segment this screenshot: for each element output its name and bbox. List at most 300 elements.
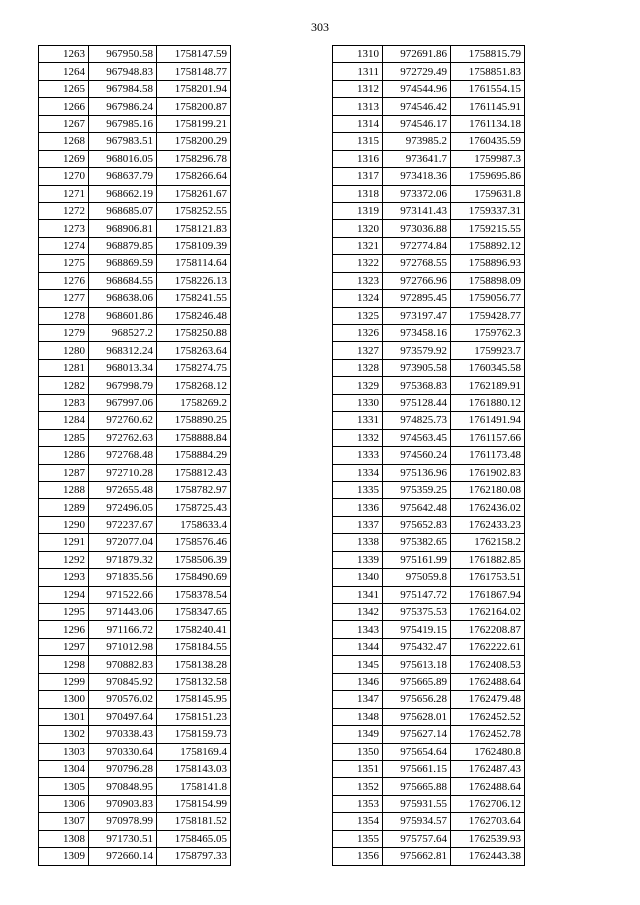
point-number-cell: 1347 xyxy=(333,691,383,708)
table-row xyxy=(39,778,231,795)
table-row xyxy=(39,499,231,516)
table-row xyxy=(39,202,231,219)
y-coordinate-cell: 1758159.73 xyxy=(157,726,231,743)
x-coordinate-cell: 970882.83 xyxy=(89,656,157,673)
y-coordinate-cell: 1758725.43 xyxy=(157,499,231,516)
y-coordinate-cell: 1761491.94 xyxy=(451,412,525,429)
x-coordinate-cell: 974546.17 xyxy=(383,115,451,132)
x-coordinate-cell: 975368.83 xyxy=(383,377,451,394)
x-coordinate-cell: 970845.92 xyxy=(89,673,157,690)
x-coordinate-cell: 975627.14 xyxy=(383,726,451,743)
point-number-cell: 1309 xyxy=(39,848,89,865)
table-row xyxy=(39,290,231,307)
x-coordinate-cell: 975161.99 xyxy=(383,551,451,568)
point-number-cell: 1321 xyxy=(333,237,383,254)
y-coordinate-cell: 1761157.66 xyxy=(451,429,525,446)
x-coordinate-cell: 975652.83 xyxy=(383,516,451,533)
x-coordinate-cell: 967998.79 xyxy=(89,377,157,394)
table-row xyxy=(39,551,231,568)
table-row xyxy=(39,708,231,725)
point-number-cell: 1302 xyxy=(39,726,89,743)
table-row xyxy=(39,638,231,655)
x-coordinate-cell: 967985.16 xyxy=(89,115,157,132)
y-coordinate-cell: 1758815.79 xyxy=(451,46,525,63)
x-coordinate-cell: 972768.48 xyxy=(89,447,157,464)
point-number-cell: 1301 xyxy=(39,708,89,725)
y-coordinate-cell: 1758148.77 xyxy=(157,63,231,80)
y-coordinate-cell: 1759056.77 xyxy=(451,290,525,307)
x-coordinate-cell: 970848.95 xyxy=(89,778,157,795)
y-coordinate-cell: 1758633.4 xyxy=(157,516,231,533)
point-number-cell: 1311 xyxy=(333,63,383,80)
point-number-cell: 1342 xyxy=(333,604,383,621)
table-row xyxy=(333,272,525,289)
table-row xyxy=(333,830,525,847)
y-coordinate-cell: 1762488.64 xyxy=(451,673,525,690)
y-coordinate-cell: 1758226.13 xyxy=(157,272,231,289)
x-coordinate-cell: 974560.24 xyxy=(383,447,451,464)
table-row xyxy=(39,516,231,533)
x-coordinate-cell: 975432.47 xyxy=(383,638,451,655)
y-coordinate-cell: 1762208.87 xyxy=(451,621,525,638)
x-coordinate-cell: 967984.58 xyxy=(89,80,157,97)
y-coordinate-cell: 1758200.29 xyxy=(157,133,231,150)
point-number-cell: 1315 xyxy=(333,133,383,150)
table-row xyxy=(333,516,525,533)
y-coordinate-cell: 1762189.91 xyxy=(451,377,525,394)
table-row xyxy=(333,499,525,516)
y-coordinate-cell: 1758147.59 xyxy=(157,46,231,63)
x-coordinate-cell: 971166.72 xyxy=(89,621,157,638)
x-coordinate-cell: 975662.81 xyxy=(383,848,451,865)
table-row xyxy=(39,604,231,621)
x-coordinate-cell: 970576.02 xyxy=(89,691,157,708)
y-coordinate-cell: 1762436.02 xyxy=(451,499,525,516)
point-number-cell: 1353 xyxy=(333,795,383,812)
point-number-cell: 1296 xyxy=(39,621,89,638)
y-coordinate-cell: 1759337.31 xyxy=(451,202,525,219)
table-row xyxy=(333,726,525,743)
point-number-cell: 1328 xyxy=(333,359,383,376)
y-coordinate-cell: 1761867.94 xyxy=(451,586,525,603)
table-row xyxy=(333,534,525,551)
y-coordinate-cell: 1759428.77 xyxy=(451,307,525,324)
table-row xyxy=(333,481,525,498)
x-coordinate-cell: 968879.85 xyxy=(89,237,157,254)
x-coordinate-cell: 971443.06 xyxy=(89,604,157,621)
table-row xyxy=(333,237,525,254)
table-row xyxy=(333,795,525,812)
point-number-cell: 1337 xyxy=(333,516,383,533)
table-row xyxy=(333,447,525,464)
point-number-cell: 1286 xyxy=(39,447,89,464)
y-coordinate-cell: 1760345.58 xyxy=(451,359,525,376)
y-coordinate-cell: 1762222.61 xyxy=(451,638,525,655)
y-coordinate-cell: 1758132.58 xyxy=(157,673,231,690)
y-coordinate-cell: 1758782.97 xyxy=(157,481,231,498)
y-coordinate-cell: 1758121.83 xyxy=(157,220,231,237)
x-coordinate-cell: 967983.51 xyxy=(89,133,157,150)
x-coordinate-cell: 967950.58 xyxy=(89,46,157,63)
table-row xyxy=(39,813,231,830)
table-row xyxy=(333,377,525,394)
table-row xyxy=(39,272,231,289)
y-coordinate-cell: 1758201.94 xyxy=(157,80,231,97)
x-coordinate-cell: 974544.96 xyxy=(383,80,451,97)
point-number-cell: 1326 xyxy=(333,325,383,342)
coordinates-table-right xyxy=(332,45,525,866)
y-coordinate-cell: 1759762.3 xyxy=(451,325,525,342)
point-number-cell: 1290 xyxy=(39,516,89,533)
x-coordinate-cell: 973141.43 xyxy=(383,202,451,219)
table-row xyxy=(39,115,231,132)
y-coordinate-cell: 1762452.78 xyxy=(451,726,525,743)
y-coordinate-cell: 1759631.8 xyxy=(451,185,525,202)
x-coordinate-cell: 967986.24 xyxy=(89,98,157,115)
point-number-cell: 1265 xyxy=(39,80,89,97)
table-row xyxy=(39,307,231,324)
point-number-cell: 1343 xyxy=(333,621,383,638)
point-number-cell: 1271 xyxy=(39,185,89,202)
y-coordinate-cell: 1758797.33 xyxy=(157,848,231,865)
table-row xyxy=(39,325,231,342)
table-row xyxy=(333,255,525,272)
table-row xyxy=(39,46,231,63)
table-row xyxy=(39,464,231,481)
x-coordinate-cell: 967948.83 xyxy=(89,63,157,80)
table-row xyxy=(39,481,231,498)
table-row xyxy=(333,98,525,115)
point-number-cell: 1327 xyxy=(333,342,383,359)
y-coordinate-cell: 1762539.93 xyxy=(451,830,525,847)
x-coordinate-cell: 968684.55 xyxy=(89,272,157,289)
point-number-cell: 1285 xyxy=(39,429,89,446)
point-number-cell: 1325 xyxy=(333,307,383,324)
point-number-cell: 1263 xyxy=(39,46,89,63)
point-number-cell: 1341 xyxy=(333,586,383,603)
y-coordinate-cell: 1758143.03 xyxy=(157,760,231,777)
x-coordinate-cell: 968637.79 xyxy=(89,168,157,185)
y-coordinate-cell: 1761753.51 xyxy=(451,569,525,586)
y-coordinate-cell: 1758296.78 xyxy=(157,150,231,167)
point-number-cell: 1310 xyxy=(333,46,383,63)
table-row xyxy=(39,429,231,446)
table-body-right xyxy=(333,46,525,866)
x-coordinate-cell: 975147.72 xyxy=(383,586,451,603)
table-row xyxy=(39,168,231,185)
x-coordinate-cell: 974563.45 xyxy=(383,429,451,446)
x-coordinate-cell: 975665.89 xyxy=(383,673,451,690)
y-coordinate-cell: 1758884.29 xyxy=(157,447,231,464)
point-number-cell: 1281 xyxy=(39,359,89,376)
y-coordinate-cell: 1759215.55 xyxy=(451,220,525,237)
point-number-cell: 1344 xyxy=(333,638,383,655)
point-number-cell: 1351 xyxy=(333,760,383,777)
table-row xyxy=(39,586,231,603)
point-number-cell: 1354 xyxy=(333,813,383,830)
x-coordinate-cell: 975136.96 xyxy=(383,464,451,481)
point-number-cell: 1349 xyxy=(333,726,383,743)
table-row xyxy=(333,46,525,63)
table-row xyxy=(333,813,525,830)
point-number-cell: 1320 xyxy=(333,220,383,237)
x-coordinate-cell: 968013.34 xyxy=(89,359,157,376)
table-row xyxy=(39,795,231,812)
point-number-cell: 1339 xyxy=(333,551,383,568)
y-coordinate-cell: 1758490.69 xyxy=(157,569,231,586)
table-row xyxy=(39,80,231,97)
table-row xyxy=(39,447,231,464)
table-row xyxy=(333,342,525,359)
x-coordinate-cell: 970903.83 xyxy=(89,795,157,812)
y-coordinate-cell: 1759987.3 xyxy=(451,150,525,167)
point-number-cell: 1278 xyxy=(39,307,89,324)
x-coordinate-cell: 973579.92 xyxy=(383,342,451,359)
point-number-cell: 1324 xyxy=(333,290,383,307)
y-coordinate-cell: 1758263.64 xyxy=(157,342,231,359)
table-row xyxy=(333,848,525,865)
table-row xyxy=(333,133,525,150)
x-coordinate-cell: 975359.25 xyxy=(383,481,451,498)
y-coordinate-cell: 1758274.75 xyxy=(157,359,231,376)
table-row xyxy=(333,325,525,342)
point-number-cell: 1267 xyxy=(39,115,89,132)
point-number-cell: 1274 xyxy=(39,237,89,254)
x-coordinate-cell: 968869.59 xyxy=(89,255,157,272)
point-number-cell: 1266 xyxy=(39,98,89,115)
point-number-cell: 1305 xyxy=(39,778,89,795)
x-coordinate-cell: 968312.24 xyxy=(89,342,157,359)
table-row xyxy=(39,98,231,115)
x-coordinate-cell: 972077.04 xyxy=(89,534,157,551)
table-row xyxy=(333,691,525,708)
point-number-cell: 1329 xyxy=(333,377,383,394)
y-coordinate-cell: 1762180.08 xyxy=(451,481,525,498)
point-number-cell: 1297 xyxy=(39,638,89,655)
point-number-cell: 1299 xyxy=(39,673,89,690)
x-coordinate-cell: 972768.55 xyxy=(383,255,451,272)
y-coordinate-cell: 1760435.59 xyxy=(451,133,525,150)
table-row xyxy=(333,185,525,202)
point-number-cell: 1313 xyxy=(333,98,383,115)
table-row xyxy=(333,202,525,219)
point-number-cell: 1356 xyxy=(333,848,383,865)
x-coordinate-cell: 975628.01 xyxy=(383,708,451,725)
y-coordinate-cell: 1758261.67 xyxy=(157,185,231,202)
y-coordinate-cell: 1759695.86 xyxy=(451,168,525,185)
point-number-cell: 1346 xyxy=(333,673,383,690)
x-coordinate-cell: 968906.81 xyxy=(89,220,157,237)
y-coordinate-cell: 1762479.48 xyxy=(451,691,525,708)
point-number-cell: 1312 xyxy=(333,80,383,97)
point-number-cell: 1336 xyxy=(333,499,383,516)
x-coordinate-cell: 973985.2 xyxy=(383,133,451,150)
x-coordinate-cell: 972660.14 xyxy=(89,848,157,865)
x-coordinate-cell: 975128.44 xyxy=(383,394,451,411)
point-number-cell: 1338 xyxy=(333,534,383,551)
point-number-cell: 1292 xyxy=(39,551,89,568)
y-coordinate-cell: 1762703.64 xyxy=(451,813,525,830)
x-coordinate-cell: 971730.51 xyxy=(89,830,157,847)
table-row xyxy=(39,726,231,743)
point-number-cell: 1293 xyxy=(39,569,89,586)
x-coordinate-cell: 975419.15 xyxy=(383,621,451,638)
point-number-cell: 1348 xyxy=(333,708,383,725)
x-coordinate-cell: 975931.55 xyxy=(383,795,451,812)
x-coordinate-cell: 972762.63 xyxy=(89,429,157,446)
table-row xyxy=(333,604,525,621)
table-row xyxy=(39,359,231,376)
point-number-cell: 1273 xyxy=(39,220,89,237)
y-coordinate-cell: 1758266.64 xyxy=(157,168,231,185)
point-number-cell: 1335 xyxy=(333,481,383,498)
y-coordinate-cell: 1758240.41 xyxy=(157,621,231,638)
table-row xyxy=(39,534,231,551)
y-coordinate-cell: 1759923.7 xyxy=(451,342,525,359)
coordinates-table-left xyxy=(38,45,231,866)
y-coordinate-cell: 1761134.18 xyxy=(451,115,525,132)
point-number-cell: 1277 xyxy=(39,290,89,307)
x-coordinate-cell: 972895.45 xyxy=(383,290,451,307)
x-coordinate-cell: 975642.48 xyxy=(383,499,451,516)
point-number-cell: 1298 xyxy=(39,656,89,673)
table-row xyxy=(333,708,525,725)
y-coordinate-cell: 1758138.28 xyxy=(157,656,231,673)
table-row xyxy=(333,80,525,97)
y-coordinate-cell: 1758812.43 xyxy=(157,464,231,481)
x-coordinate-cell: 975757.64 xyxy=(383,830,451,847)
point-number-cell: 1340 xyxy=(333,569,383,586)
x-coordinate-cell: 975654.64 xyxy=(383,743,451,760)
y-coordinate-cell: 1762443.38 xyxy=(451,848,525,865)
table-row xyxy=(39,63,231,80)
table-row xyxy=(333,778,525,795)
x-coordinate-cell: 975375.53 xyxy=(383,604,451,621)
point-number-cell: 1275 xyxy=(39,255,89,272)
point-number-cell: 1272 xyxy=(39,202,89,219)
y-coordinate-cell: 1758898.09 xyxy=(451,272,525,289)
x-coordinate-cell: 973458.16 xyxy=(383,325,451,342)
y-coordinate-cell: 1758269.2 xyxy=(157,394,231,411)
y-coordinate-cell: 1761902.83 xyxy=(451,464,525,481)
y-coordinate-cell: 1758892.12 xyxy=(451,237,525,254)
page-number: 303 xyxy=(311,20,329,34)
x-coordinate-cell: 975382.65 xyxy=(383,534,451,551)
y-coordinate-cell: 1758246.48 xyxy=(157,307,231,324)
table-row xyxy=(39,621,231,638)
table-row xyxy=(39,220,231,237)
y-coordinate-cell: 1758109.39 xyxy=(157,237,231,254)
x-coordinate-cell: 970796.28 xyxy=(89,760,157,777)
y-coordinate-cell: 1762433.23 xyxy=(451,516,525,533)
x-coordinate-cell: 971012.98 xyxy=(89,638,157,655)
table-row xyxy=(333,673,525,690)
x-coordinate-cell: 974825.73 xyxy=(383,412,451,429)
x-coordinate-cell: 975613.18 xyxy=(383,656,451,673)
y-coordinate-cell: 1758200.87 xyxy=(157,98,231,115)
y-coordinate-cell: 1758114.64 xyxy=(157,255,231,272)
y-coordinate-cell: 1762480.8 xyxy=(451,743,525,760)
x-coordinate-cell: 968662.19 xyxy=(89,185,157,202)
point-number-cell: 1284 xyxy=(39,412,89,429)
point-number-cell: 1308 xyxy=(39,830,89,847)
point-number-cell: 1318 xyxy=(333,185,383,202)
point-number-cell: 1287 xyxy=(39,464,89,481)
y-coordinate-cell: 1761880.12 xyxy=(451,394,525,411)
table-row xyxy=(333,359,525,376)
y-coordinate-cell: 1761145.91 xyxy=(451,98,525,115)
point-number-cell: 1330 xyxy=(333,394,383,411)
y-coordinate-cell: 1758141.8 xyxy=(157,778,231,795)
table-row xyxy=(39,185,231,202)
x-coordinate-cell: 972760.62 xyxy=(89,412,157,429)
x-coordinate-cell: 972729.49 xyxy=(383,63,451,80)
point-number-cell: 1269 xyxy=(39,150,89,167)
y-coordinate-cell: 1762158.2 xyxy=(451,534,525,551)
y-coordinate-cell: 1762706.12 xyxy=(451,795,525,812)
y-coordinate-cell: 1758506.39 xyxy=(157,551,231,568)
point-number-cell: 1280 xyxy=(39,342,89,359)
x-coordinate-cell: 972774.84 xyxy=(383,237,451,254)
point-number-cell: 1264 xyxy=(39,63,89,80)
table-row xyxy=(333,290,525,307)
y-coordinate-cell: 1762164.02 xyxy=(451,604,525,621)
table-row xyxy=(39,255,231,272)
y-coordinate-cell: 1758250.88 xyxy=(157,325,231,342)
x-coordinate-cell: 967997.06 xyxy=(89,394,157,411)
point-number-cell: 1294 xyxy=(39,586,89,603)
table-row xyxy=(333,760,525,777)
point-number-cell: 1334 xyxy=(333,464,383,481)
x-coordinate-cell: 972710.28 xyxy=(89,464,157,481)
x-coordinate-cell: 973418.36 xyxy=(383,168,451,185)
y-coordinate-cell: 1758268.12 xyxy=(157,377,231,394)
point-number-cell: 1331 xyxy=(333,412,383,429)
table-row xyxy=(333,638,525,655)
table-row xyxy=(333,464,525,481)
point-number-cell: 1291 xyxy=(39,534,89,551)
x-coordinate-cell: 970338.43 xyxy=(89,726,157,743)
y-coordinate-cell: 1758169.4 xyxy=(157,743,231,760)
x-coordinate-cell: 974546.42 xyxy=(383,98,451,115)
point-number-cell: 1323 xyxy=(333,272,383,289)
point-number-cell: 1268 xyxy=(39,133,89,150)
table-row xyxy=(333,220,525,237)
table-row xyxy=(333,412,525,429)
point-number-cell: 1270 xyxy=(39,168,89,185)
y-coordinate-cell: 1761554.15 xyxy=(451,80,525,97)
table-row xyxy=(39,377,231,394)
table-row xyxy=(333,586,525,603)
x-coordinate-cell: 973641.7 xyxy=(383,150,451,167)
x-coordinate-cell: 972496.05 xyxy=(89,499,157,516)
point-number-cell: 1283 xyxy=(39,394,89,411)
table-row xyxy=(39,848,231,865)
x-coordinate-cell: 970978.99 xyxy=(89,813,157,830)
table-row xyxy=(39,569,231,586)
x-coordinate-cell: 975934.57 xyxy=(383,813,451,830)
point-number-cell: 1317 xyxy=(333,168,383,185)
table-row xyxy=(39,673,231,690)
point-number-cell: 1333 xyxy=(333,447,383,464)
y-coordinate-cell: 1762488.64 xyxy=(451,778,525,795)
x-coordinate-cell: 970330.64 xyxy=(89,743,157,760)
y-coordinate-cell: 1758241.55 xyxy=(157,290,231,307)
point-number-cell: 1289 xyxy=(39,499,89,516)
point-number-cell: 1279 xyxy=(39,325,89,342)
x-coordinate-cell: 968685.07 xyxy=(89,202,157,219)
x-coordinate-cell: 968527.2 xyxy=(89,325,157,342)
